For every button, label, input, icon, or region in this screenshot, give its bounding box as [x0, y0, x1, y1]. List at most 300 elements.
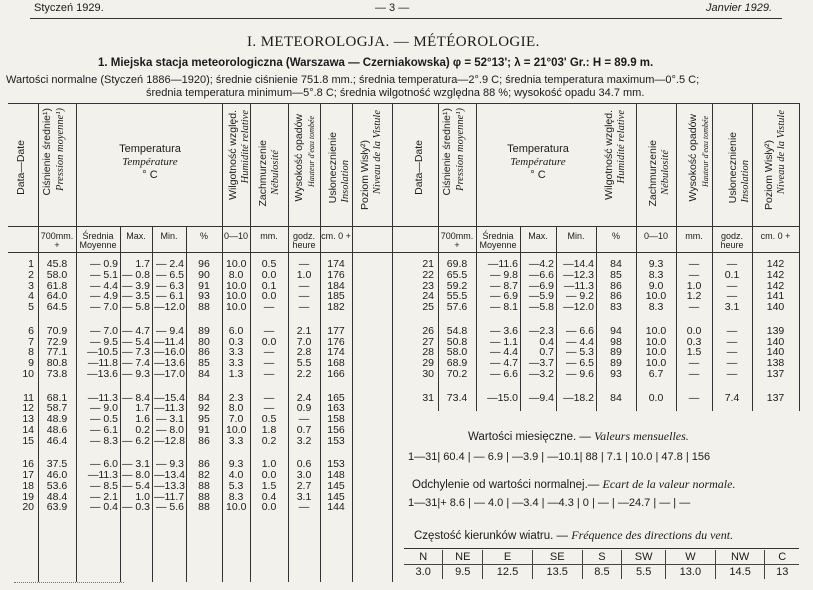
table-cell: — 4.7 — [489, 357, 518, 369]
table-cell: — 4.4 — [565, 335, 594, 348]
row-date: 25 — [422, 301, 434, 313]
table-cell: 182 — [327, 301, 345, 313]
table-cell: — 4.4 — [89, 279, 118, 292]
table-cell: — 5.3 — [565, 346, 594, 359]
table-cell: 10.0 — [645, 290, 667, 303]
table-cell: 9.3 — [648, 258, 664, 270]
unit-label: godz. heure — [292, 231, 316, 250]
column-rule — [520, 226, 521, 411]
table-cell: 0.6 — [296, 458, 312, 471]
table-cell: 1.3 — [228, 367, 244, 380]
table-cell: 84 — [198, 391, 210, 404]
left-col-precip-fr: Hauteur d'eau tombée — [307, 116, 316, 188]
table-cell: 3.3 — [228, 434, 244, 447]
table-cell: — 1.1 — [489, 335, 518, 348]
table-cell: 156 — [327, 423, 345, 436]
table-cell: 88 — [198, 301, 210, 313]
table-cell: — 0.9 — [89, 258, 118, 270]
table-cell: 48.9 — [46, 413, 68, 425]
table-cell: —2.3 — [528, 324, 554, 337]
table-cell: — 6.3 — [155, 279, 184, 292]
table-cell: 10.0 — [226, 301, 247, 313]
table-cell: —11.3 — [87, 469, 118, 481]
table-cell: — — [298, 501, 310, 514]
table-cell: 86 — [610, 279, 622, 292]
wind-title: Częstość kierunków wiatru. — Fréquence des directions du vent. — [414, 528, 734, 542]
table-cell: — 6.5 — [155, 268, 184, 281]
wind-direction: E — [483, 550, 533, 565]
table-cell: 158 — [327, 413, 345, 425]
table-cell: 1.7 — [135, 402, 150, 415]
table-cell: —11.3 — [154, 402, 185, 415]
table-cell: — — [263, 324, 275, 337]
wind-frequency: 12.5 — [483, 565, 533, 580]
column-rule — [438, 103, 439, 411]
row-date: 2 — [28, 268, 34, 281]
table-top-rule — [8, 103, 799, 104]
table-cell: —12.8 — [154, 434, 185, 447]
row-date: 19 — [22, 490, 34, 503]
table-cell: —5.8 — [528, 301, 554, 313]
row-date: 10 — [22, 367, 34, 380]
left-col-pressure-fr: Pression moyenne¹) — [55, 108, 66, 191]
table-cell: 145 — [327, 490, 345, 503]
table-cell: 95 — [198, 413, 210, 425]
table-cell: —13.4 — [154, 469, 185, 481]
table-cell: — 8.1 — [489, 301, 518, 313]
row-date: 27 — [422, 335, 434, 348]
table-cell: 3.3 — [228, 357, 244, 369]
table-cell: 0.0 — [261, 469, 277, 481]
column-rule — [556, 226, 557, 411]
table-cell: 86 — [198, 346, 210, 359]
table-cell: 10.0 — [226, 423, 247, 436]
table-cell: 50.8 — [446, 335, 468, 348]
table-cell: 7.4 — [724, 391, 740, 404]
table-cell: — 2.1 — [89, 490, 118, 503]
table-cell: — 8.5 — [89, 479, 118, 492]
table-cell: 0.1 — [261, 279, 277, 292]
table-cell: 91 — [198, 279, 210, 292]
table-cell: — — [688, 367, 700, 380]
column-rule — [352, 103, 353, 582]
table-cell: — 3.9 — [122, 279, 151, 292]
table-cell: 168 — [327, 357, 345, 369]
row-date: 14 — [22, 423, 34, 436]
table-cell: 2.2 — [296, 367, 312, 380]
table-cell: 144 — [327, 501, 345, 514]
monthly-title: Wartości miesięczne. — Valeurs mensuelles. — [468, 429, 689, 443]
row-date: 29 — [422, 357, 434, 369]
table-cell: — — [688, 357, 700, 369]
header-left: Styczeń 1929. — [34, 2, 104, 14]
table-cell: — 9.5 — [89, 335, 118, 348]
right-col-cloud: Zachmurzenie — [647, 140, 659, 207]
table-cell: —4.2 — [528, 258, 554, 270]
table-cell: — 4.9 — [89, 290, 118, 303]
table-cell: 0.0 — [261, 335, 277, 348]
table-cell: — — [726, 335, 738, 348]
table-cell: 48.4 — [46, 490, 68, 503]
table-cell: —15.0 — [487, 391, 518, 404]
table-cell: 10.0 — [226, 279, 247, 292]
table-cell: 84 — [610, 391, 622, 404]
table-cell: —11.8 — [87, 357, 118, 369]
left-col-pressure — [42, 108, 53, 196]
table-cell: 174 — [327, 258, 345, 270]
table-cell: 88 — [198, 501, 210, 514]
left-col-sun: Usłonecznienie — [327, 132, 339, 204]
table-cell: — 8.3 — [89, 434, 118, 447]
table-cell: 137 — [766, 391, 785, 404]
table-cell: 0.1 — [724, 268, 740, 281]
row-date: 9 — [28, 357, 34, 369]
row-date: 4 — [28, 290, 34, 303]
table-cell: 73.8 — [46, 367, 68, 380]
monthly-title-pl: Wartości miesięczne. — [468, 431, 577, 443]
table-cell: 140 — [766, 301, 785, 313]
table-cell: 165 — [327, 391, 345, 404]
table-cell: 0.0 — [261, 268, 277, 281]
table-cell: 1.7 — [135, 258, 150, 270]
table-cell: — — [263, 391, 275, 404]
unit-label: Średnia Moyenne — [79, 231, 117, 250]
left-col-humidity-fr: Humidité relative — [240, 110, 251, 184]
table-cell: 1.6 — [135, 413, 150, 425]
table-cell: 82 — [198, 469, 210, 481]
row-date: 11 — [23, 391, 34, 404]
row-date: 15 — [22, 434, 34, 447]
table-cell: 8.3 — [648, 301, 664, 313]
table-cell: 94 — [610, 324, 622, 337]
table-cell: 0.0 — [686, 324, 702, 337]
table-cell: 5.5 — [296, 357, 312, 369]
table-cell: 142 — [766, 279, 785, 292]
row-date: 28 — [422, 346, 434, 359]
table-cell: —12.0 — [563, 301, 594, 313]
table-cell: — 5.6 — [155, 501, 184, 514]
table-cell: 177 — [327, 324, 345, 337]
column-rule — [288, 103, 289, 582]
table-cell: —11.4 — [154, 335, 185, 348]
table-cell: 72.9 — [46, 335, 68, 348]
table-cell: 88 — [198, 490, 210, 503]
unit-label: mm. — [260, 231, 278, 241]
table-cell: 83 — [610, 301, 622, 313]
table-cell: 145 — [327, 479, 345, 492]
table-cell: 96 — [198, 258, 210, 270]
wind-frequency: 13.5 — [532, 565, 582, 580]
row-date: 8 — [28, 346, 34, 359]
table-cell: 89 — [610, 357, 622, 369]
table-cell: 2.3 — [228, 391, 244, 404]
right-col-humidity: Wilgotność względ. — [603, 110, 615, 200]
table-cell: —18.2 — [563, 391, 594, 404]
table-cell: 1.5 — [686, 346, 702, 359]
table-cell: 0.2 — [261, 434, 277, 447]
header-page-number: — 3 — — [375, 2, 410, 14]
table-cell: —5.9 — [528, 290, 554, 303]
table-cell: 68.1 — [46, 391, 68, 404]
table-cell: 6.7 — [648, 367, 664, 380]
table-cell: 1.0 — [296, 268, 312, 281]
table-cell: — 9.8 — [489, 268, 518, 281]
table-cell: — 4.4 — [489, 346, 518, 359]
table-cell: 70.9 — [46, 324, 68, 337]
wind-frequency: 9.5 — [443, 565, 483, 580]
wind-frequency: 3.0 — [415, 566, 431, 578]
table-cell: 69.8 — [446, 258, 468, 270]
table-cell: 91 — [198, 423, 210, 436]
table-cell: — — [726, 346, 738, 359]
table-cell: —11.6 — [487, 258, 518, 270]
table-cell: — 3.6 — [489, 324, 518, 337]
wind-title-fr: Fréquence des directions du vent. — [571, 528, 734, 542]
table-cell: 0.2 — [135, 423, 150, 436]
table-cell: 5.3 — [228, 479, 244, 492]
column-rule — [38, 103, 39, 582]
column-rule — [152, 226, 153, 582]
table-cell: 73.4 — [446, 391, 468, 404]
table-cell: — 9.3 — [122, 367, 151, 380]
table-cell: 8.0 — [228, 402, 244, 415]
column-rule — [676, 103, 677, 411]
table-cell: 85 — [198, 357, 210, 369]
deviation-title-pl: Odchylenie od wartości normalnej.— — [412, 479, 600, 491]
table-cell: 184 — [327, 279, 345, 292]
right-col-precip-fr: Hauteur d'eau tombée — [701, 116, 710, 188]
table-cell: 0.7 — [296, 423, 312, 436]
table-cell: — — [263, 402, 275, 415]
table-cell: 153 — [327, 458, 345, 471]
row-date: 20 — [22, 501, 34, 514]
row-date: 21 — [422, 258, 434, 270]
table-cell: 58.0 — [46, 268, 68, 281]
table-cell: 45.8 — [46, 258, 68, 270]
table-cell: — 5.1 — [89, 268, 118, 281]
column-rule — [636, 103, 637, 411]
unit-label: mm. — [685, 231, 703, 241]
table-cell: — 0.8 — [122, 268, 151, 281]
table-cell: 88 — [198, 479, 210, 492]
left-col-precip: Wysokość opadów — [293, 114, 305, 202]
table-cell: —3.2 — [528, 367, 554, 380]
normals-line-2: średnia temperatura minimum—5°.8 C; średnia wilgotność względna 88 %; wysokość opadu 34.7 mm. — [146, 87, 645, 99]
table-cell: 2.8 — [296, 346, 312, 359]
row-date: 13 — [22, 413, 34, 425]
table-cell: 10.0 — [645, 346, 667, 359]
table-cell: 141 — [766, 290, 785, 303]
table-cell: 86 — [610, 290, 622, 303]
unit-label: Max. — [528, 231, 548, 241]
table-cell: 7.0 — [296, 335, 312, 348]
row-date: 30 — [422, 367, 434, 380]
table-cell: 1.0 — [686, 279, 702, 292]
table-cell: — — [726, 357, 738, 369]
table-cell: 84 — [610, 258, 622, 270]
temp-unit: ° C — [530, 169, 546, 181]
table-cell: — 8.4 — [122, 391, 151, 404]
table-cell: — 3.1 — [122, 458, 151, 471]
table-cell: 176 — [327, 335, 345, 348]
left-col-date: Data—Date — [15, 140, 27, 195]
table-cell: — 7.4 — [122, 357, 151, 369]
table-cell: — 7.3 — [122, 346, 151, 359]
row-date: 18 — [22, 479, 34, 492]
table-cell: 163 — [327, 402, 345, 415]
wind-frequency: 13.0 — [666, 565, 716, 580]
table-cell: — — [298, 301, 310, 313]
table-cell: — 0.3 — [122, 501, 151, 514]
table-cell: —12.0 — [154, 301, 185, 313]
pressure-label: Ciśnienie średnie¹) — [41, 108, 53, 196]
table-cell: — — [726, 258, 738, 270]
table-cell: 153 — [327, 434, 345, 447]
table-cell: 63.9 — [46, 501, 68, 514]
table-cell: 0.0 — [261, 290, 277, 303]
right-col-precip: Wysokość opadów — [687, 114, 699, 202]
table-cell: 80.8 — [46, 357, 68, 369]
table-cell: 8.3 — [228, 490, 244, 503]
table-cell: 140 — [766, 335, 785, 348]
column-rule — [320, 103, 321, 582]
table-cell: 9.3 — [228, 458, 244, 471]
wind-direction: SE — [532, 550, 582, 565]
table-cell: 57.6 — [446, 301, 468, 313]
table-cell: 64.0 — [46, 290, 68, 303]
unit-label: 0—10 — [643, 231, 669, 241]
table-cell: —17.0 — [154, 367, 185, 380]
wind-direction: SW — [622, 550, 666, 565]
row-date: 16 — [22, 458, 34, 471]
wind-direction: W — [666, 550, 716, 565]
table-cell: 140 — [766, 346, 785, 359]
table-cell: 58.7 — [46, 402, 68, 415]
right-col-pressure: Ciśnienie średnie¹) — [441, 108, 453, 196]
table-cell: 77.1 — [46, 346, 68, 359]
table-cell: 89 — [610, 346, 622, 359]
table-cell: 6.0 — [228, 324, 244, 337]
table-cell: 10.0 — [645, 335, 667, 348]
table-cell: 55.5 — [446, 290, 468, 303]
deviation-title — [412, 477, 735, 492]
unit-label: Średnia Moyenne — [479, 231, 517, 250]
table-cell: 2.1 — [296, 324, 312, 337]
row-date: 23 — [422, 279, 434, 292]
unit-label: cm. 0 + — [321, 231, 351, 241]
table-cell: — 6.6 — [565, 324, 594, 337]
table-cell: 0.3 — [686, 335, 702, 348]
table-cell: 58.0 — [446, 346, 468, 359]
unit-label: Min. — [567, 231, 585, 241]
table-cell: — 5.8 — [122, 301, 151, 313]
table-cell: — 4.7 — [122, 324, 151, 337]
unit-label: % — [199, 231, 208, 241]
left-col-river: Poziom Wisły²) — [359, 140, 371, 210]
table-cell: 61.8 — [46, 279, 68, 292]
deviation-row: 1—31|+ 8.6 | — 4.0 | —3.4 | —4.3 | 0 | — | —24.7 | — | — — [408, 497, 691, 509]
table-cell: — 8.7 — [489, 279, 518, 292]
table-header-rule — [8, 252, 799, 253]
right-col-sun: Usłonecznienie — [727, 132, 739, 204]
right-col-river-fr: Niveau de la Vistule — [776, 110, 787, 195]
table-cell: 2.4 — [296, 391, 312, 404]
right-col-cloud-fr: Nébulosité — [660, 150, 671, 195]
table-cell: —11.3 — [563, 279, 594, 292]
table-cell: 93 — [610, 367, 622, 380]
wind-direction: NW — [715, 550, 765, 565]
wind-table — [404, 550, 799, 579]
table-cell: —11.7 — [154, 490, 185, 503]
row-date: 17 — [22, 469, 34, 481]
wind-direction: N — [404, 550, 443, 565]
table-cell: 85 — [610, 268, 622, 281]
table-cell: —3.7 — [528, 357, 554, 369]
column-rule — [392, 103, 393, 582]
table-cell: — 6.2 — [122, 434, 151, 447]
table-cell: 0.3 — [228, 335, 244, 348]
table-cell: — — [726, 290, 738, 303]
temp-title-fr: Température — [122, 156, 178, 168]
table-cell: 8.3 — [648, 268, 664, 281]
table-cell: — 0.5 — [89, 413, 118, 425]
table-cell: 0.0 — [261, 501, 277, 514]
right-col-humidity-fr: Humidité relative — [616, 110, 627, 184]
wind-direction: NE — [443, 550, 483, 565]
table-cell: 3.3 — [228, 346, 244, 359]
wind-rule-top — [404, 548, 799, 549]
table-cell: —6.6 — [528, 268, 554, 281]
table-cell: 1.8 — [261, 423, 277, 436]
table-cell: 0.9 — [296, 402, 312, 415]
table-cell: 0.5 — [261, 413, 277, 425]
table-cell: 1.0 — [261, 458, 277, 471]
table-cell: — 6.9 — [489, 290, 518, 303]
table-cell: 139 — [766, 324, 785, 337]
table-cell: — — [688, 391, 700, 404]
row-date: 31 — [422, 391, 434, 404]
left-col-cloud-fr: Nébulosité — [270, 150, 281, 195]
table-cell: 0.5 — [261, 258, 277, 270]
temp-title: Temperatura — [119, 143, 181, 155]
table-cell: 53.6 — [46, 479, 68, 492]
section-title: I. METEOROLOGJA. — MÉTÉOROLOGIE. — [247, 34, 540, 50]
table-cell: 84 — [198, 367, 210, 380]
deviation-title-fr: Ecart de la valeur normale. — [602, 477, 736, 491]
left-col-sun-fr: Insolation — [340, 160, 351, 203]
table-cell: 3.2 — [296, 434, 312, 447]
temp-title: Temperatura — [507, 143, 569, 155]
table-cell: 98 — [610, 335, 622, 348]
table-cell: —9.4 — [528, 391, 554, 404]
table-cell: — 6.1 — [155, 290, 184, 303]
table-cell: —10.5 — [87, 346, 118, 359]
table-cell: —11.3 — [87, 391, 118, 404]
wind-title-pl: Częstość kierunków wiatru. — [414, 530, 554, 542]
table-cell: 3.0 — [296, 469, 312, 481]
right-col-date: Data—Date — [413, 140, 425, 195]
wind-direction: S — [582, 550, 622, 565]
left-col-cloud: Zachmurzenie — [257, 140, 269, 207]
wind-frequency: 5.5 — [622, 565, 666, 580]
table-cell: 46.0 — [46, 469, 68, 481]
table-cell: 92 — [198, 402, 210, 415]
table-cell: — — [298, 290, 310, 303]
temp-unit: ° C — [142, 169, 158, 181]
row-date: 22 — [422, 268, 434, 281]
column-rule — [799, 103, 800, 411]
unit-label: cm. 0 + — [760, 231, 791, 241]
